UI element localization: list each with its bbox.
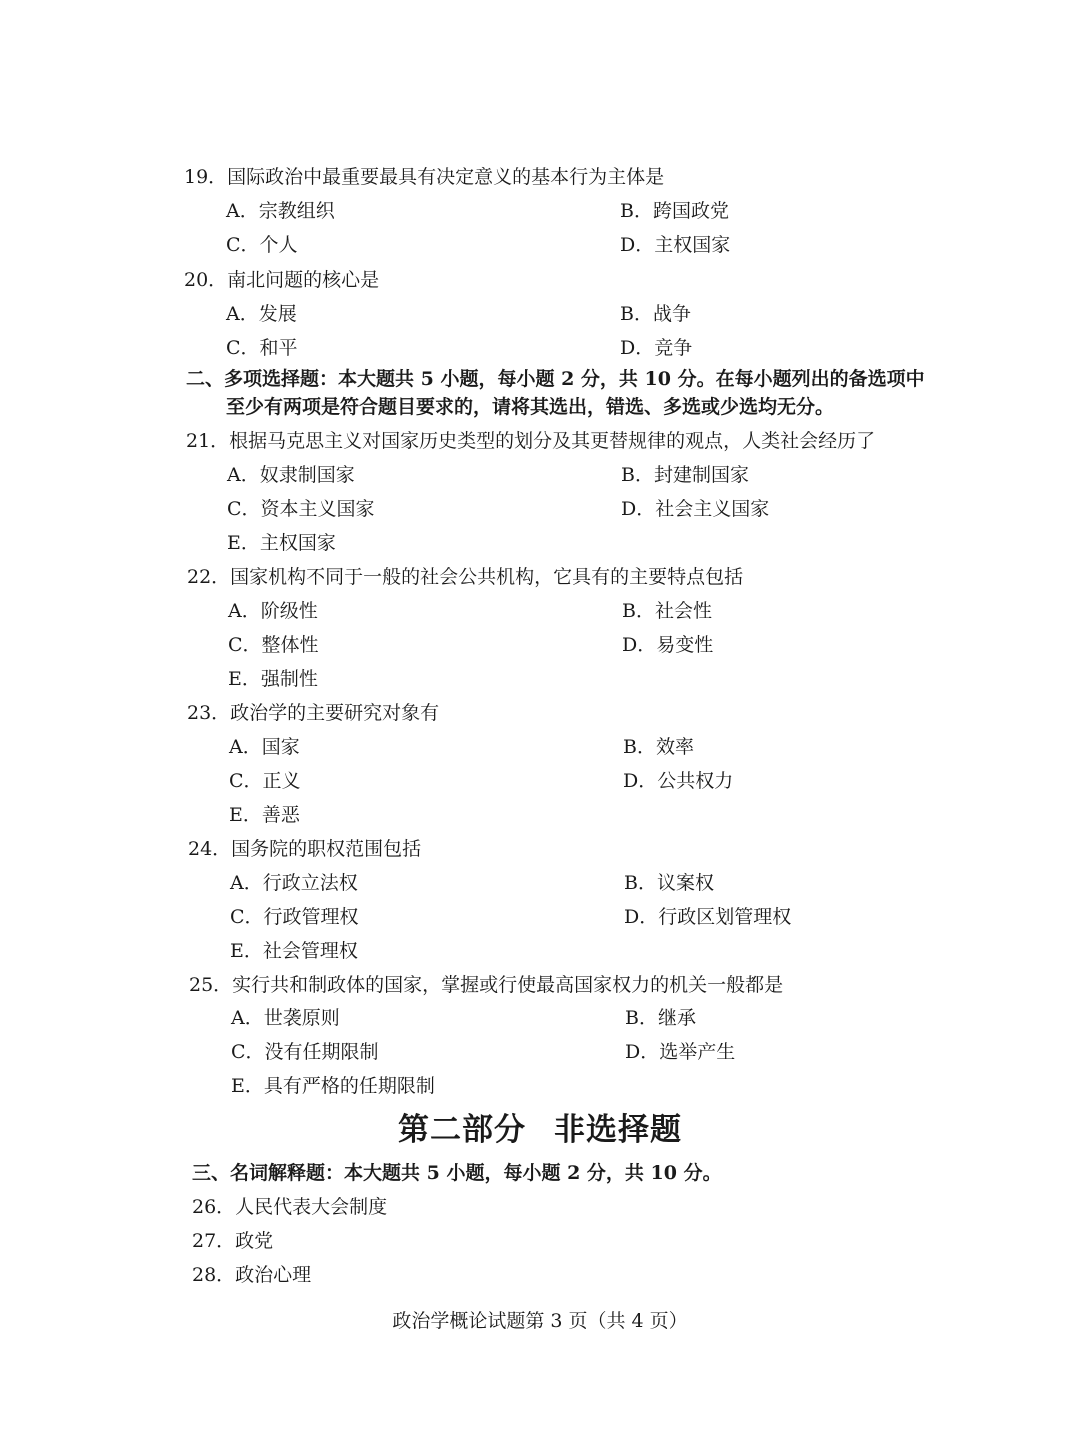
question-19-option-d: D．主权国家 <box>620 234 731 256</box>
question-27-stem: 27．政党 <box>192 1230 274 1252</box>
question-20-option-c: C．和平 <box>226 337 298 359</box>
question-25-option-b: B．继承 <box>625 1007 696 1029</box>
question-22-option-d: D．易变性 <box>622 634 714 656</box>
question-25-option-a: A．世袭原则 <box>231 1007 340 1029</box>
question-22-stem: 22．国家机构不同于一般的社会公共机构，它具有的主要特点包括 <box>187 566 744 588</box>
question-25-stem: 25．实行共和制政体的国家，掌握或行使最高国家权力的机关一般都是 <box>189 974 784 996</box>
question-22-option-a: A．阶级性 <box>228 600 318 622</box>
question-22-option-e: E．强制性 <box>228 668 318 690</box>
question-22-option-c: C．整体性 <box>228 634 319 656</box>
part-2-heading <box>0 1110 1080 1150</box>
section-3-instruction: 三、名词解释题：本大题共 5 小题，每小题 2 分，共 10 分。 <box>192 1162 722 1184</box>
question-21-option-e: E．主权国家 <box>227 532 336 554</box>
section-2-instruction-line-2: 至少有两项是符合题目要求的，请将其选出，错选、多选或少选均无分。 <box>226 396 835 418</box>
question-21-option-b: B．封建制国家 <box>621 464 749 486</box>
question-24-option-b: B．议案权 <box>624 872 714 894</box>
page-footer: 政治学概论试题第 3 页（共 4 页） <box>392 1310 688 1332</box>
question-26-stem: 26．人民代表大会制度 <box>192 1196 388 1218</box>
question-20-option-b: B．战争 <box>620 303 691 325</box>
question-23-option-b: B．效率 <box>623 736 694 758</box>
question-19-option-c: C．个人 <box>226 234 298 256</box>
question-25-option-c: C．没有任期限制 <box>231 1041 379 1063</box>
question-24-stem: 24．国务院的职权范围包括 <box>188 838 422 860</box>
question-20-stem: 20．南北问题的核心是 <box>184 269 380 291</box>
question-20-option-d: D．竞争 <box>620 337 693 359</box>
question-24-option-a: A．行政立法权 <box>230 872 358 894</box>
question-20-option-a: A．发展 <box>226 303 297 325</box>
question-23-option-e: E．善恶 <box>229 804 300 826</box>
question-23-option-c: C．正义 <box>229 770 301 792</box>
question-19-option-b: B．跨国政党 <box>620 200 729 222</box>
question-21-option-d: D．社会主义国家 <box>621 498 770 520</box>
question-23-option-d: D．公共权力 <box>623 770 734 792</box>
part-2-heading-left: 第二部分 <box>398 1112 526 1148</box>
question-21-option-c: C．资本主义国家 <box>227 498 375 520</box>
question-21-stem: 21．根据马克思主义对国家历史类型的划分及其更替规律的观点，人类社会经历了 <box>186 430 876 452</box>
question-22-option-b: B．社会性 <box>622 600 712 622</box>
question-28-stem: 28．政治心理 <box>192 1264 312 1286</box>
question-24-option-c: C．行政管理权 <box>230 906 359 928</box>
question-25-option-e: E．具有严格的任期限制 <box>231 1075 435 1097</box>
question-19-option-a: A．宗教组织 <box>226 200 335 222</box>
question-23-stem: 23．政治学的主要研究对象有 <box>187 702 440 724</box>
question-24-option-d: D．行政区划管理权 <box>624 906 792 928</box>
part-2-heading-right: 非选择题 <box>554 1112 682 1148</box>
question-24-option-e: E．社会管理权 <box>230 940 358 962</box>
question-19-stem: 19．国际政治中最重要最具有决定意义的基本行为主体是 <box>184 166 665 188</box>
question-25-option-d: D．选举产生 <box>625 1041 736 1063</box>
question-21-option-a: A．奴隶制国家 <box>227 464 355 486</box>
question-23-option-a: A．国家 <box>229 736 300 758</box>
section-2-instruction-line-1: 二、多项选择题：本大题共 5 小题，每小题 2 分，共 10 分。在每小题列出的备选项中 <box>186 368 925 390</box>
